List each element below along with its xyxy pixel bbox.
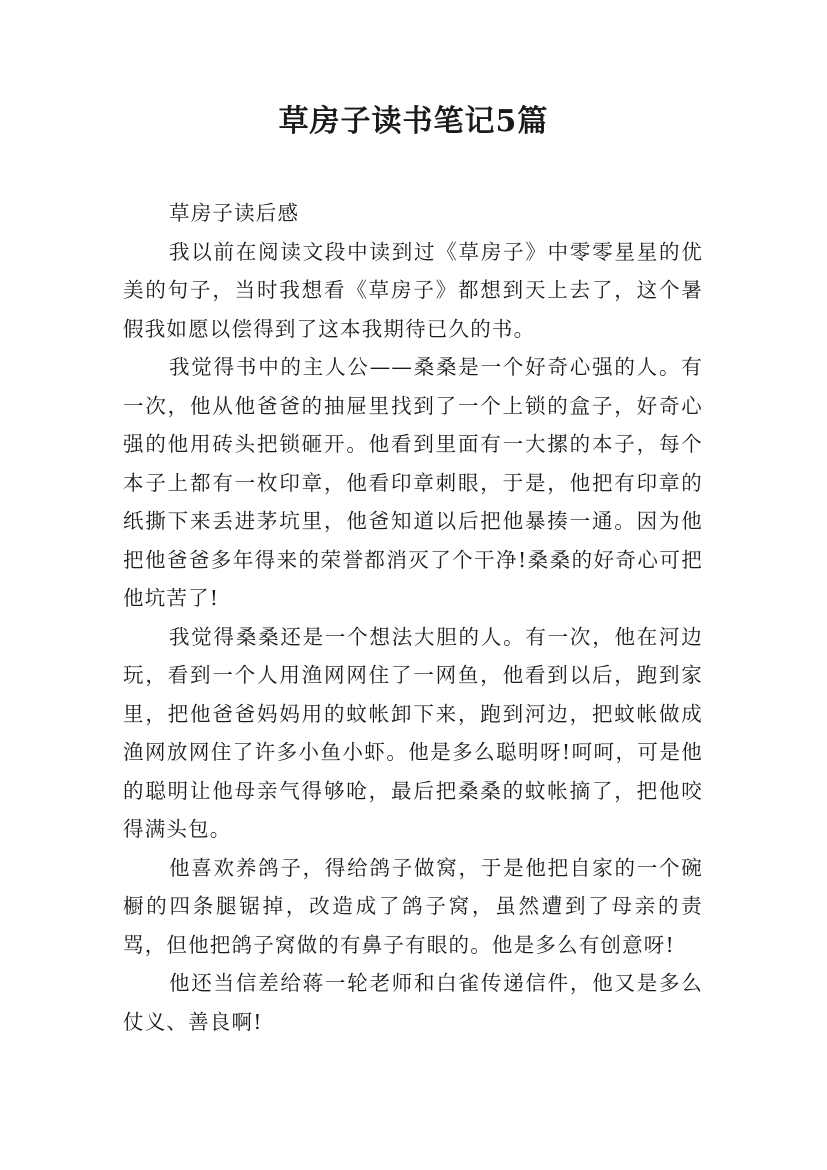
paragraph: 我觉得书中的主人公——桑桑是一个好奇心强的人。有一次，他从他爸爸的抽屉里找到了一个上锁的盒子，好奇心强的他用砖头把锁砸开。他看到里面有一大摞的本子，每个本子上都有一枚印章，他看印章刺眼，于是，他把有印章的纸撕下来丢进茅坑里，他爸知道以后把他暴揍一通。因为他把他爸爸多年得来的荣誉都消灭了个干净!桑桑的好奇心可把他坑苦了! [123, 355, 703, 610]
paragraph: 他喜欢养鸽子，得给鸽子做窝，于是他把自家的一个碗橱的四条腿锯掉，改造成了鸽子窝，虽然遭到了母亲的责骂，但他把鸽子窝做的有鼻子有眼的。他是多么有创意呀! [123, 855, 703, 957]
document-body [123, 194, 703, 1041]
paragraph: 我觉得桑桑还是一个想法大胆的人。有一次，他在河边玩，看到一个人用渔网网住了一网鱼，他看到以后，跑到家里，把他爸爸妈妈用的蚊帐卸下来，跑到河边，把蚊帐做成渔网放网住了许多小鱼小虾。他是多么聪明呀!呵呵，可是他的聪明让他母亲气得够呛，最后把桑桑的蚊帐摘了，把他咬得满头包。 [123, 624, 703, 841]
section-heading: 草房子读后感 [169, 201, 300, 225]
document-title: 草房子读书笔记5篇 [278, 104, 549, 139]
paragraph: 他还当信差给蒋一轮老师和白雀传递信件，他又是多么仗义、善良啊! [123, 971, 703, 1034]
paragraph: 我以前在阅读文段中读到过《草房子》中零零星星的优美的句子，当时我想看《草房子》都想到天上去了，这个暑假我如愿以偿得到了这本我期待已久的书。 [123, 239, 703, 341]
